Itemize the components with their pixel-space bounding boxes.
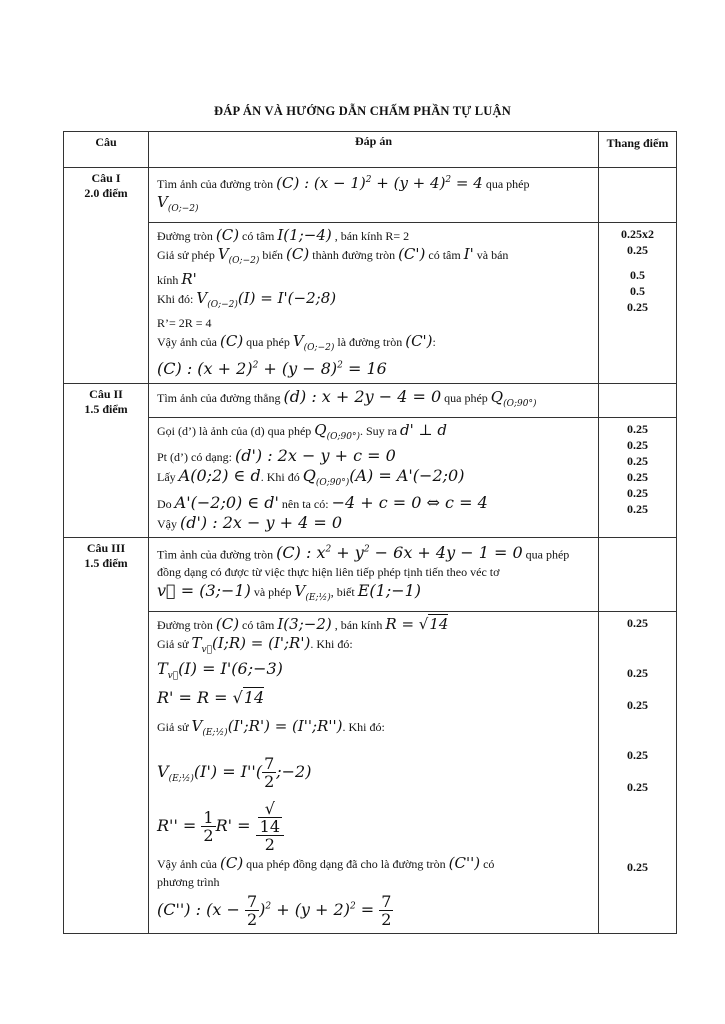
answer-table (63, 131, 677, 934)
question-tail: qua phép (525, 546, 570, 561)
score-cell (599, 384, 677, 418)
cau-cell (64, 384, 149, 537)
text: qua phép (246, 335, 290, 349)
score: 0.25x2 (621, 227, 654, 241)
text: Đường tròn (157, 617, 213, 632)
question-cell: Tìm ảnh của đường tròn (C) : $(x - 1)^2 + (y + 4)^2 = 4$ qua phép $V_{(O;-2)}$ (149, 168, 599, 223)
score: 0.25 (627, 438, 648, 453)
text: Khi đó: (157, 292, 194, 306)
cau-label: Câu II (89, 387, 123, 402)
score: 0.25 (627, 470, 648, 485)
question-text: Tìm ảnh của đường tròn (157, 177, 274, 191)
cau-label: Câu I (91, 171, 121, 185)
text: . Khi đó: (342, 719, 385, 734)
text: có (483, 856, 495, 871)
score: 0.25 (627, 859, 648, 874)
text: đồng dạng có được từ việc thực hiện liên tiếp phép tịnh tiến theo véc tơ (157, 564, 500, 579)
score: 0.25 (627, 300, 648, 314)
question-tail: qua phép (485, 177, 530, 191)
question-cell: Tìm ảnh của đường tròn (C) : $x^2 + y^2 - 6x + 4y - 1 = 0$ qua phép đồng dạng có được từ việc thực hiện liên tiếp phép tịnh tiến theo véc tơ v⃗ = (3;−1) và phép $V_{(E;\frac{1}{2})}$, biết E(1;−1) (149, 537, 599, 611)
text: Giả sử (157, 719, 189, 734)
text: Gọi (d’) là ảnh của (d) qua phép (157, 424, 312, 439)
score: 0.25 (627, 697, 648, 712)
table-row (64, 223, 677, 384)
answer-cell: Đường tròn (C) có tâm I(1;−4) , bán kính R= 2 Giả sử phép $V_{(O;-2)}$ biến (C) thành đường tròn (C') có tâm I' và bán kính R' Khi đó: $V_{(O;-2)}(I)$ = I'(−2;8) R’= 2R = 4 Vậy ảnh của (C) qua phép $V_{(O;-2)}$ là đường tròn (C'): (C) : $(x + 2)^2 + (y - 8)^2 = 16$ (149, 223, 599, 384)
score: 0.25 (627, 486, 648, 501)
text: Lấy (157, 470, 176, 485)
question-text: Tìm ảnh của đường tròn (157, 546, 274, 561)
table-row (64, 384, 677, 418)
score: 0.5 (630, 284, 645, 298)
score: 0.25 (627, 779, 648, 794)
text: Do (157, 496, 172, 511)
cau-label: Câu III (86, 540, 126, 555)
table-row (64, 168, 677, 223)
cau-cell (64, 537, 149, 933)
score: 0.25 (627, 454, 648, 469)
text: Giả sử phép (157, 248, 215, 262)
score-cell (599, 223, 677, 384)
text: qua phép đồng dạng đã cho là đường tròn (246, 856, 446, 871)
diem-label: 2.0 điểm (84, 186, 128, 200)
text: Pt (d’) có dạng: (157, 450, 232, 465)
score: 0.25 (627, 665, 648, 680)
text: thành đường tròn (312, 248, 396, 262)
score: 0.25 (627, 502, 648, 517)
text: có tâm (242, 229, 275, 243)
text: . Khi đó (260, 470, 300, 485)
text: nên ta có: (281, 496, 329, 511)
text: Giả sử (157, 636, 189, 651)
score-cell (599, 611, 677, 933)
table-row (64, 418, 677, 537)
page-title: ĐÁP ÁN VÀ HƯỚNG DẪN CHẤM PHẦN TỰ LUẬN (214, 104, 511, 118)
answer-cell: Gọi (d’) là ảnh của (d) qua phép $Q_{(O;90^\circ)}$. Suy ra d' ⊥ d Pt (d’) có dạng: (d') : 2x − y + c = 0 Lấy A(0;2) ∈ d. Khi đó $Q_{(O;90^\circ)}(A)$ = A'(−2;0) Do A'(−2;0) ∈ d' nên ta có: −4 + c = 0 ⇔ c = 4 Vậy (d') : 2x − y + 4 = 0 (149, 418, 599, 537)
text: là đường tròn (337, 335, 403, 349)
score-cell (599, 418, 677, 537)
text: , bán kính R= 2 (334, 229, 410, 243)
text: có tâm (428, 248, 461, 262)
text: . Suy ra (359, 424, 397, 439)
diem-label: 1.5 điểm (84, 402, 128, 417)
diem-label: 1.5 điểm (84, 555, 128, 570)
score-cell (599, 168, 677, 223)
text: Vậy ảnh của (157, 856, 217, 871)
text: . Khi đó: (310, 636, 353, 651)
text: có tâm (242, 617, 275, 632)
text: , biết (330, 584, 355, 599)
text: Vậy (157, 516, 177, 531)
header-thangdiem: Thang điểm (599, 132, 677, 168)
score-cell (599, 537, 677, 611)
score: 0.25 (627, 422, 648, 437)
score: 0.5 (630, 268, 645, 282)
score: 0.25 (627, 747, 648, 762)
table-row (64, 537, 677, 611)
text: biến (262, 248, 284, 262)
header-dapan: Đáp án (149, 132, 599, 168)
text: kính (157, 273, 179, 287)
text: phương trình (157, 874, 220, 889)
answer-cell: Đường tròn (C) có tâm I(3;−2) , bán kính R = √14 Giả sử $T_{v⃗}(I;R)$ = (I';R'). Khi đó: $T_{v⃗}(I)$ = I'(6;−3) R' = R = √14 Giả sử $V_{(E;\frac{1}{2})}(I';R')$ = (I'';R''). Khi đó: $V_{(E;\frac{1}{2})}(I') = I''$( $\frac{7}{2}$ ;−2) R'' = $\frac{1}{2}$ R' = √ 14 2 Vậy ảnh của (C) qua phép đồng dạng đã cho là đường tròn (C'') có phương trình (C'') : (x − $\frac{7}{2}$ )$^2 + (y + 2)^2$ = $\frac{7}{2}$ (149, 611, 599, 933)
question-cell: Tìm ảnh của đường thẳng (d) : x + 2y − 4 = 0 qua phép $Q_{(O;90^\circ)}$ (149, 384, 599, 418)
text: Đường tròn (157, 229, 213, 243)
cau-cell (64, 168, 149, 384)
header-cau: Câu (64, 132, 149, 168)
text: , bán kính (334, 617, 383, 632)
text: R’= 2R = 4 (157, 316, 212, 330)
table-header-row (64, 132, 677, 168)
text: và bán (476, 248, 509, 262)
score: 0.25 (627, 243, 648, 257)
text: Vậy ảnh của (157, 335, 217, 349)
text: và phép (253, 584, 292, 599)
question-text: Tìm ảnh của đường thẳng (157, 391, 281, 406)
score: 0.25 (627, 615, 648, 630)
table-row (64, 611, 677, 933)
question-tail: qua phép (444, 391, 488, 406)
